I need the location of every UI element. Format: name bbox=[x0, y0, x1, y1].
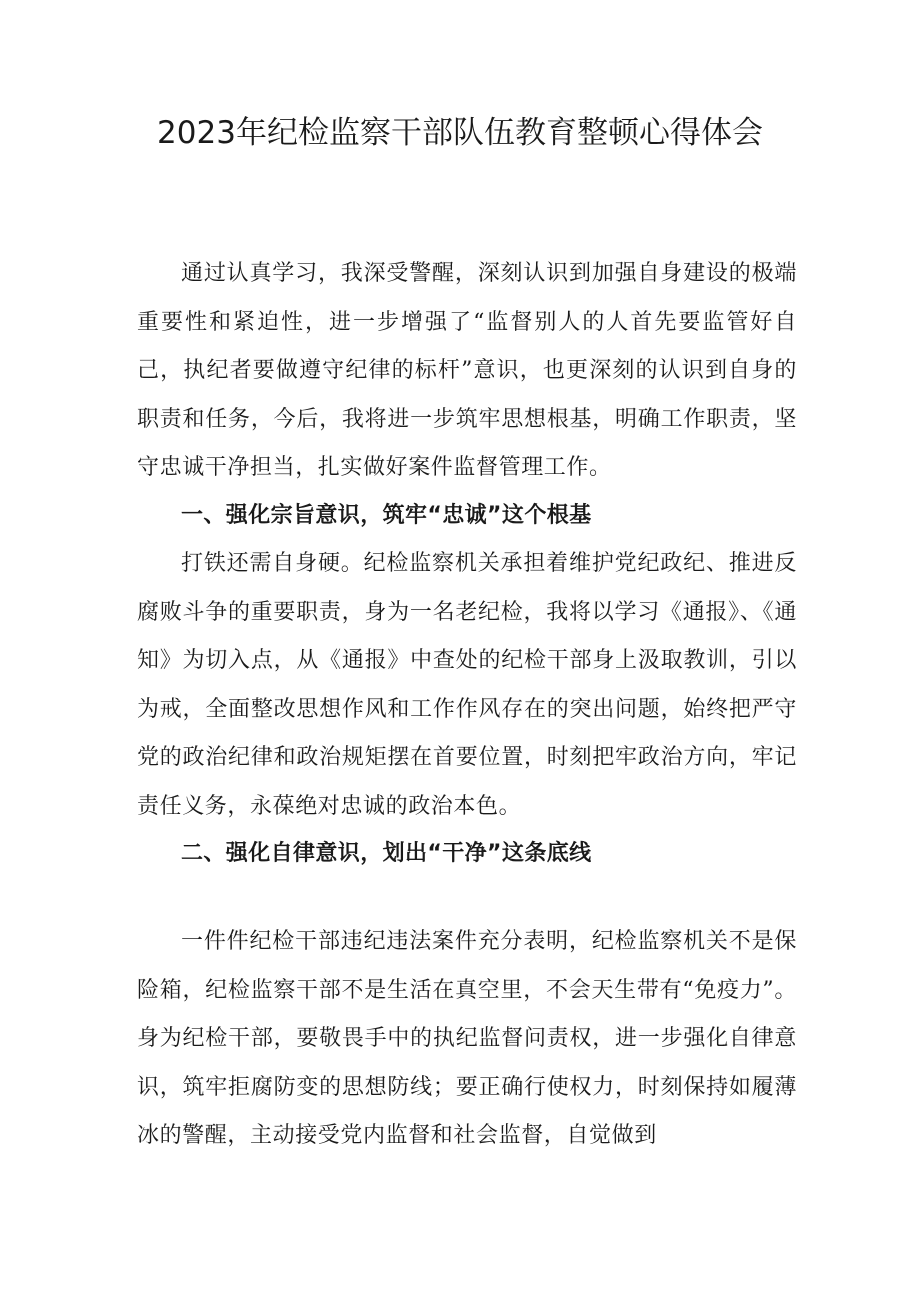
paragraph-section-1: 打铁还需自身硬。纪检监察机关承担着维护党纪政纪、推进反腐败斗争的重要职责，身为一名老纪检，我将以学习《通报》、《通知》为切入点，从《通报》中查处的纪检干部身上汲取教训，引以为戒，全面整改思想作风和工作作风存在的突出问题，始终把严守党的政治纪律和政治规矩摆在首要位置，时刻把牢政治方向，牢记责任义务，永葆绝对忠诚的政治本色。 bbox=[137, 551, 797, 819]
section-heading-2: 二、强化自律意识，划出“干净”这条底线 bbox=[181, 841, 592, 866]
section-heading-1: 一、强化宗旨意识，筑牢“忠诚”这个根基 bbox=[181, 503, 592, 528]
paragraph-intro: 通过认真学习，我深受警醒，深刻认识到加强自身建设的极端重要性和紧迫性，进一步增强了“监督别人的人首先要监管好自己，执纪者要做遵守纪律的标杆”意识，也更深刻的认识到自身的职责和任务，今后，我将进一步筑牢思想根基，明确工作职责，坚守忠诚干净担当，扎实做好案件监督管理工作。 bbox=[137, 261, 797, 480]
page-title: 2023年纪检监察干部队伍教育整顿心得体会 bbox=[157, 115, 763, 151]
paragraph-section-2: 一件件纪检干部违纪违法案件充分表明，纪检监察机关不是保险箱，纪检监察干部不是生活在真空里，不会天生带有“免疫力”。身为纪检干部，要敬畏手中的执纪监督问责权，进一步强化自律意识，筑牢拒腐防变的思想防线；要正确行使权力，时刻保持如履薄冰的警醒，主动接受党内监督和社会监督，自觉做到 bbox=[137, 929, 797, 1148]
